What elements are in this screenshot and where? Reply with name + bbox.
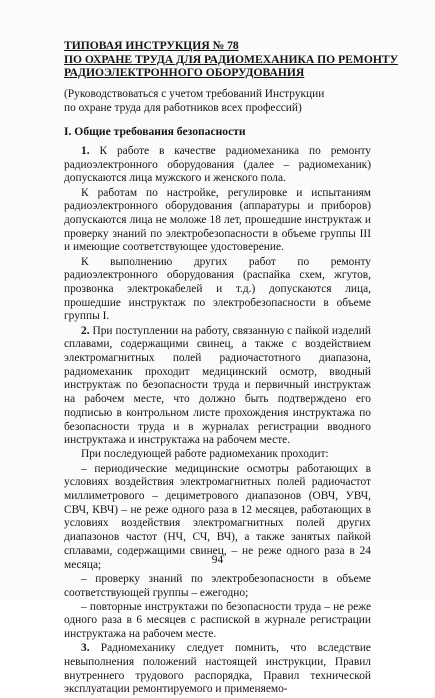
paragraph-1: [64, 145, 371, 186]
paragraph-text: К выполнению других работ по ремонту радиоэлектронного оборудования (распайка схем, жгутов, прозвонка электрокабелей и т.д.) допускаются лица, прошедшие инструктаж по электробезопасности в объеме группы I.: [64, 255, 371, 323]
subnote-line: (Руководствоваться с учетом требований Инструкции: [64, 88, 325, 100]
title-line: ТИПОВАЯ ИНСТРУКЦИЯ № 78: [64, 39, 239, 52]
paragraph-text: – проверку знаний по электробезопасности в объеме соответствующей группы – ежегодно;: [64, 572, 371, 599]
title-line: РАДИОЭЛЕКТРОННОГО ОБОРУДОВАНИЯ: [64, 66, 305, 80]
paragraph-text: К работам по настройке, регулировке и испытаниям радиоэлектронного оборудования (аппаратуры и приборов) допускаются лица не моложе 18 лет, прошедшие инструктаж и проверку знаний по электробезопасности в объеме группы III и имеющие соответствующее удостоверение.: [64, 186, 371, 254]
paragraph-2-subsequent: [64, 448, 371, 462]
paragraph-2-repeat-briefing: [64, 601, 371, 642]
title-line: ПО ОХРАНЕ ТРУДА ДЛЯ РАДИОМЕХАНИКА ПО РЕМОНТУ: [64, 52, 399, 66]
paragraph-3: [64, 642, 371, 697]
paragraph-text: При последующей работе радиомеханик проходит:: [81, 448, 329, 461]
paragraph-2-knowledge-check: [64, 573, 371, 600]
paragraph-text: – периодические медицинские осмотры работающих в условиях воздействия электромагнитных полей радиочастот миллиметрового – дециметрового диапазонов (ОВЧ, УВЧ, СВЧ, КВЧ) – не реже одного раза в 12 месяцев, работающих в условиях воздействия электромагнитных полей других диапазонов частот (НЧ, СЧ, ВЧ), а также занятых пайкой сплавами, содержащими свинец, – не реже одного раза в 24 месяца;: [64, 462, 371, 571]
paragraph-number: 1.: [81, 145, 90, 157]
subnote-line: по охране труда для работников всех профессий): [64, 101, 302, 114]
paragraph-text: – повторные инструктажи по безопасности труда – не реже одного раза в 6 месяцев с распиской в журнале регистрации инструктажа на рабочем месте.: [64, 600, 371, 641]
paragraph-1-other-works: [64, 256, 371, 325]
document-title: [64, 39, 399, 80]
document-body: [64, 145, 371, 698]
section-heading: I. Общие требования безопасности: [64, 125, 246, 138]
paragraph-text: К работе в качестве радиомеханика по ремонту радиоэлектронного оборудования (далее – радиомеханик) допускаются лица мужского и женского пола.: [64, 145, 371, 185]
document-subnote: [64, 88, 384, 115]
paragraph-text: При поступлении на работу, связанную с пайкой изделий сплавами, содержащими свинец, а также с воздействием электромагнитных полей радиочастотного диапазона, радиомеханик проходит медицинский осмотр, вводный инструктаж по безопасности труда и первичный инструктаж на рабочем месте, что должно быть подтверждено его подписью в контрольном листе прохождения инструктажа по безопасности труда и в журналах регистрации вводного инструктажа и инструктажа на рабочем месте.: [64, 324, 371, 447]
paragraph-text: Радиомеханику следует помнить, что вследствие невыполнения положений настоящей инструкции, Правил внутреннего трудового распорядка, Правил технической эксплуатации ремонтируемого и применяемо-: [64, 642, 371, 696]
paragraph-number: 2.: [81, 324, 90, 337]
page-number: 94: [211, 554, 224, 566]
paragraph-2: [64, 325, 371, 448]
paragraph-number: 3.: [81, 642, 90, 655]
paragraph-1-settings: [64, 187, 371, 256]
